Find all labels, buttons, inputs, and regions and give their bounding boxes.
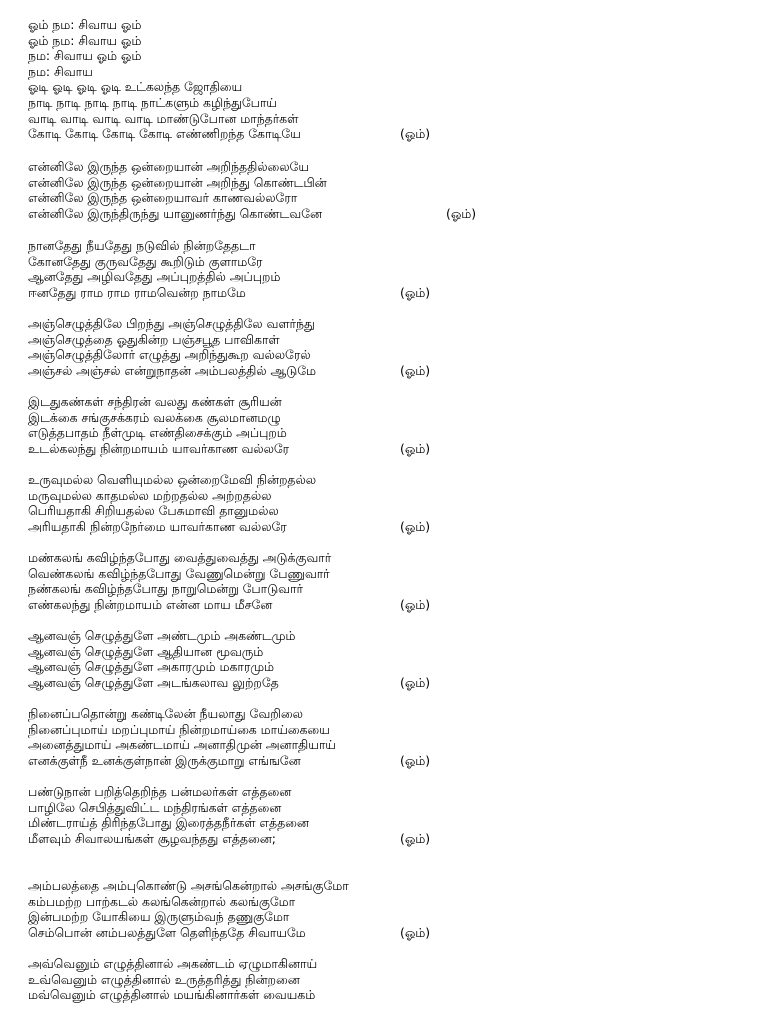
verse-line: இன்பமற்ற யோகியை இருளும்வந் தணுகுமோ [28, 909, 290, 925]
stanza-12 [28, 956, 748, 1003]
om-refrain: (ஓம்) [400, 519, 431, 534]
verse-line: உடல்கலந்து நின்றமாயம் யாவர்காண வல்லரே [28, 440, 290, 456]
stanza-10 [28, 784, 748, 846]
stanza-6 [28, 472, 748, 534]
verse-line: ஓம் நம: சிவாய ஓம் [28, 32, 142, 48]
verse-line: இடதுகண்கள் சந்திரன் வலது கண்கள் சூரியன் [28, 394, 282, 409]
verse-line: ஆனவஞ் செழுத்துளே ஆதியான மூவரும் [28, 643, 264, 659]
verse-line: என்னிலே இருந்த ஒன்றையான் அறிந்ததில்லையே [28, 159, 309, 174]
verse-line: பாழிலே செபித்துவிட்ட மந்திரங்கள் எத்தனை [28, 799, 282, 815]
verse-line: இடக்கை சங்குசக்கரம் வலக்கை சூலமானமழு [28, 409, 281, 425]
om-refrain: (ஓம்) [400, 753, 431, 768]
verse-line: அவ்வெனும் எழுத்தினால் அகண்டம் ஏழுமாகினாய் [28, 956, 318, 971]
verse-line: அரியதாகி நின்றநேர்மை யாவர்காண வல்லரே [28, 518, 287, 534]
verse-line: நம: சிவாய ஓம் ஓம் [28, 48, 142, 64]
stanza-5 [28, 394, 748, 456]
verse-line: பண்டுநான் பறித்தெறிந்த பன்மலர்கள் எத்தனை [28, 784, 292, 799]
verse-line: ஆனதேது அழிவதேது அப்புறத்தில் அப்புறம் [28, 269, 281, 285]
verse-line: மீளவும் சிவாலயங்கள் சூழவந்தது எத்தனை; [28, 830, 276, 846]
verse-line: அம்பலத்தை அம்புகொண்டு அசங்கென்றால் அசங்குமோ [28, 878, 349, 893]
stanza-9 [28, 706, 748, 768]
verse-line: கோடி கோடி கோடி கோடி எண்ணிறந்த கோடியே [28, 126, 301, 142]
om-refrain: (ஓம்) [400, 925, 431, 940]
stanza-4 [28, 316, 748, 378]
stanza-2 [28, 159, 748, 221]
stanza-11 [28, 878, 748, 940]
verse-line: பெரியதாகி சிறியதல்ல பேசுமாவி தானுமல்ல [28, 503, 279, 519]
verse-line: வெண்கலங் கவிழ்ந்தபோது வேணுமென்று பேணுவார் [28, 565, 330, 581]
verse-line: ஆனவஞ் செழுத்துளே அண்டமும் அகண்டமும் [28, 628, 296, 643]
verse-line: மண்கலங் கவிழ்ந்தபோது வைத்துவைத்து அடுக்குவார் [28, 550, 332, 565]
om-refrain: (ஓம்) [400, 363, 431, 378]
verse-line: செம்பொன் னம்பலத்துளே தெளிந்ததே சிவாயமே [28, 924, 306, 940]
verse-line: ஓடி ஓடி ஓடி ஓடி உட்கலந்த ஜோதியை [28, 79, 243, 95]
verse-line: வாடி வாடி வாடி வாடி மாண்டுபோன மாந்தர்கள் [28, 110, 299, 126]
verse-line: நண்கலங் கவிழ்ந்தபோது நாறுமென்று போடுவார் [28, 581, 303, 597]
stanza-7 [28, 550, 748, 612]
verse-line: ஆனவஞ் செழுத்துளே அடங்கலாவ லுற்றதே [28, 674, 279, 690]
verse-line: மவ்வெனும் எழுத்தினால் மயங்கினார்கள் வையகம் [28, 987, 316, 1003]
verse-line: ஆனவஞ் செழுத்துளே அகாரமும் மகாரமும் [28, 659, 275, 675]
om-refrain: (ஓம்) [400, 126, 431, 141]
stanza-8 [28, 628, 748, 690]
verse-line: ஓம் நம: சிவாய ஓம் [28, 17, 142, 32]
om-refrain: (ஓம்) [400, 597, 431, 612]
verse-line: அஞ்செழுத்திலோர் எழுத்து அறிந்துகூற வல்லரேல் [28, 347, 311, 363]
verse-line: அஞ்சல் அஞ்சல் என்றுநாதன் அம்பலத்தில் ஆடுமே [28, 362, 317, 378]
verse-line: அனைத்துமாய் அகண்டமாய் அனாதிமுன் அனாதியாய் [28, 737, 336, 753]
verse-line: எடுத்தபாதம் நீள்முடி எண்திசைக்கும் அப்புறம் [28, 425, 287, 441]
verse-line: என்னிலே இருந்திருந்து யானுணர்ந்து கொண்டவனே [28, 205, 322, 221]
stanza-3 [28, 238, 748, 300]
verse-line: அஞ்செழுத்தை ஓதுகின்ற பஞ்சபூத பாவிகாள் [28, 331, 280, 347]
stanza-1 [28, 17, 748, 142]
verse-line: எண்கலந்து நின்றமாயம் என்ன மாய மீசனே [28, 596, 273, 612]
verse-line: மருவுமல்ல காதமல்ல மற்றதல்ல அற்றதல்ல [28, 487, 272, 503]
verse-line: நினைப்புமாய் மறப்புமாய் நின்றமாய்கை மாய்கையை [28, 721, 330, 737]
verse-line: கம்பமற்ற பாற்கடல் கலங்கென்றால் கலங்குமோ [28, 893, 296, 909]
om-refrain: (ஓம்) [400, 675, 431, 690]
verse-line: உருவுமல்ல வெளியுமல்ல ஒன்றைமேவி நின்றதல்ல [28, 472, 317, 487]
verse-line: ஈனதேது ராம ராம ராமவென்ற நாமமே [28, 284, 246, 300]
verse-line: என்னிலே இருந்த ஒன்றையாவர் காணவல்லரோ [28, 190, 298, 206]
verse-line: நம: சிவாய [28, 63, 93, 79]
verse-line: மிண்டராய்த் திரிந்தபோது இரைத்தநீர்கள் எத்தனை [28, 815, 309, 831]
om-refrain: (ஓம்) [400, 441, 431, 456]
verse-line: நினைப்பதொன்று கண்டிலேன் நீயலாது வேறிலை [28, 706, 303, 721]
om-refrain: (ஓம்) [400, 285, 431, 300]
verse-line: நாடி நாடி நாடி நாடி நாட்களும் கழிந்துபோய் [28, 94, 277, 110]
om-refrain: (ஓம்) [400, 831, 431, 846]
verse-line: என்னிலே இருந்த ஒன்றையான் அறிந்து கொண்டபின் [28, 174, 327, 190]
verse-line: அஞ்செழுத்திலே பிறந்து அஞ்செழுத்திலே வளர்ந்து [28, 316, 315, 331]
om-refrain: (ஓம்) [446, 206, 477, 221]
verse-line: எனக்குள்நீ உனக்குள்நான் இருக்குமாறு எங்ஙனே [28, 752, 301, 768]
verse-line: கோனதேது குருவதேது கூறிடும் குளாமரே [28, 253, 263, 269]
verse-line: உவ்வெனும் எழுத்தினால் உருத்தரித்து நின்றனை [28, 971, 300, 987]
verse-line: நானதேது நீயதேது நடுவில் நின்றதேதடா [28, 238, 256, 253]
